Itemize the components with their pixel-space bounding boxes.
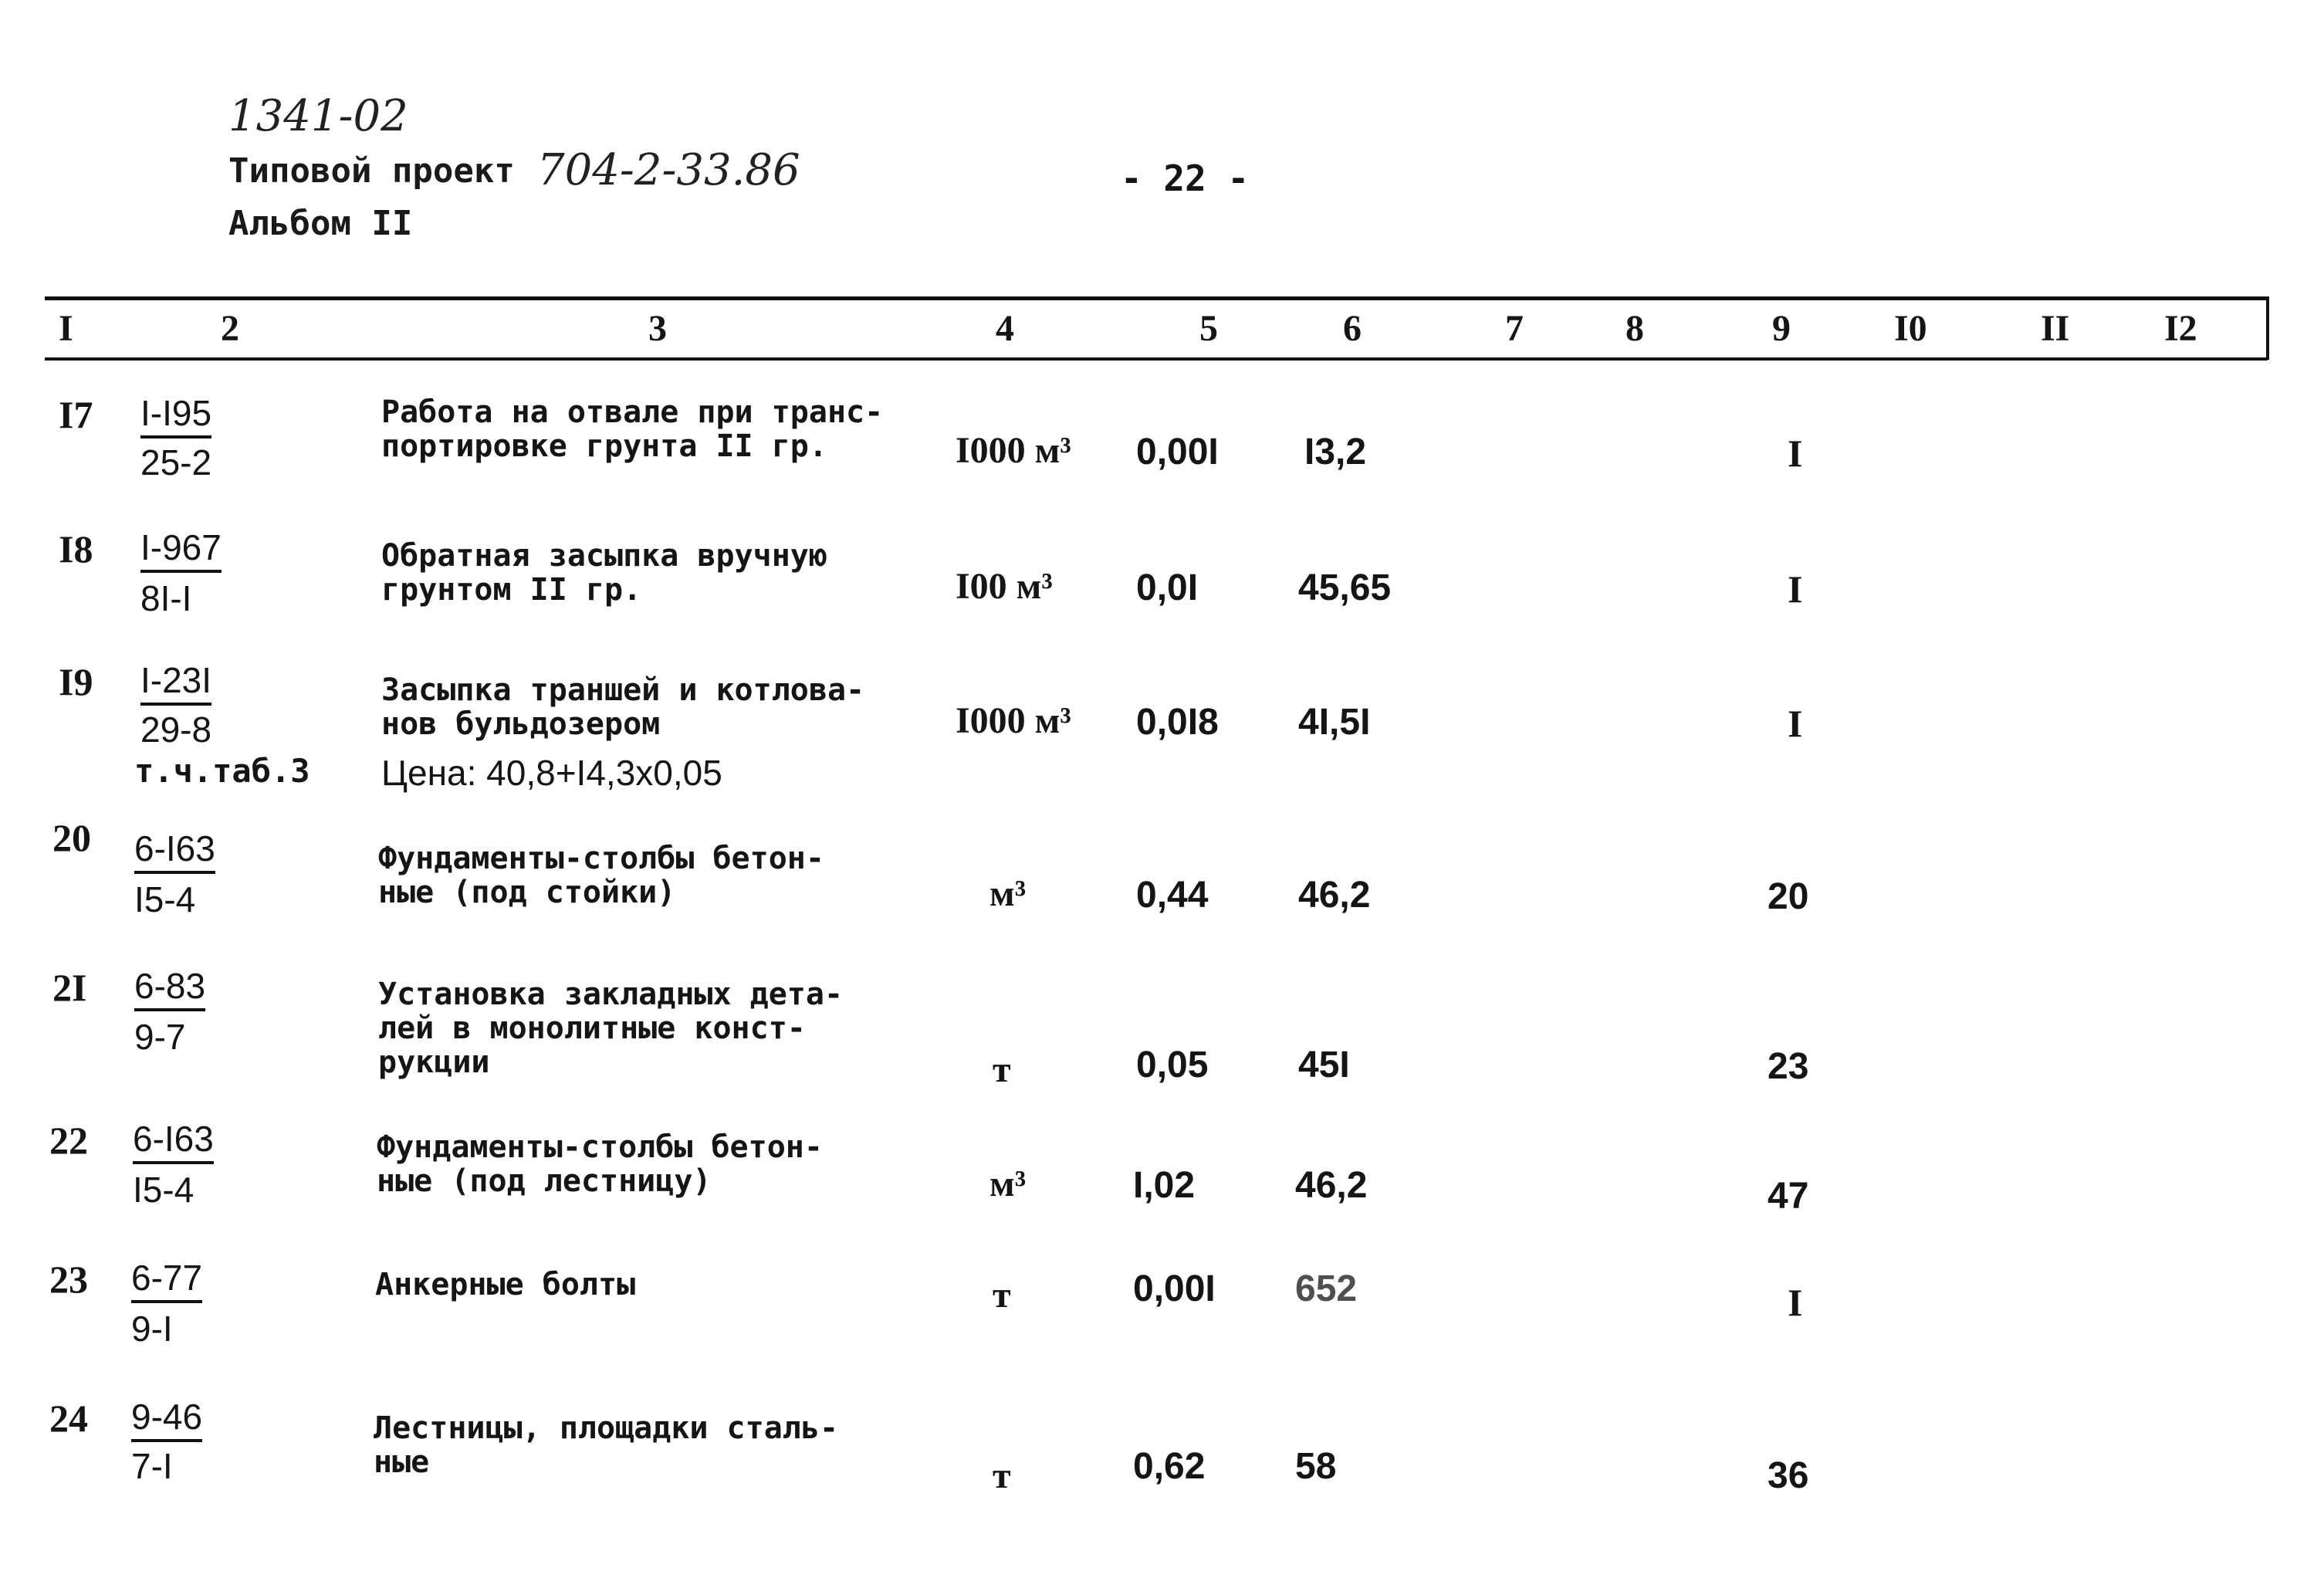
quantity: 0,0I xyxy=(1136,567,1199,608)
column-9-value: 36 xyxy=(1768,1455,1809,1496)
description-line: лей в монолитные конст- xyxy=(378,1011,806,1046)
description-line: ные (под лестницу) xyxy=(377,1163,712,1199)
rate-code-bottom: 25-2 xyxy=(140,442,212,483)
project-number: 704-2-33.86 xyxy=(537,145,800,195)
rate-code-top: I-I95 xyxy=(140,395,211,439)
work-description xyxy=(381,395,883,463)
unit-price: 46,2 xyxy=(1295,1165,1368,1206)
column-9-value: 23 xyxy=(1768,1046,1809,1087)
work-description xyxy=(374,1411,838,1479)
column-number-7: 7 xyxy=(1505,308,1524,349)
description-line: Лестницы, площадки сталь- xyxy=(374,1410,839,1446)
rate-code-top: 6-77 xyxy=(131,1260,202,1303)
description-line: Обратная засыпка вручную xyxy=(381,538,827,574)
description-line: нов бульдозером xyxy=(381,706,661,742)
rate-code-top: 9-46 xyxy=(131,1399,202,1442)
table-header-right-rule xyxy=(2266,296,2269,360)
work-description xyxy=(381,673,864,741)
rate-code-bottom: 7-I xyxy=(131,1446,173,1486)
rate-code-top: I-23I xyxy=(140,662,211,706)
rate-code-note: т.ч.таб.3 xyxy=(134,752,310,790)
work-description xyxy=(378,977,843,1079)
unit-price: 58 xyxy=(1295,1446,1337,1487)
unit: т xyxy=(993,1049,1011,1090)
unit: м³ xyxy=(989,1163,1027,1204)
price-formula: Цена: 40,8+I4,3x0,05 xyxy=(381,753,722,793)
description-line: ные (под стойки) xyxy=(378,875,676,910)
unit-price: I3,2 xyxy=(1304,432,1367,472)
column-number-8: 8 xyxy=(1625,308,1644,349)
column-number-9: 9 xyxy=(1772,308,1791,349)
column-number-1: I xyxy=(59,308,73,349)
description-line: грунтом II гр. xyxy=(381,572,642,608)
page-number: - 22 - xyxy=(1121,157,1250,199)
table-header-bottom-rule xyxy=(45,357,2268,361)
description-line: ные xyxy=(374,1444,430,1480)
rate-code-bottom: I5-4 xyxy=(134,879,196,919)
unit: I000 м³ xyxy=(956,430,1071,471)
unit-price: 45I xyxy=(1298,1045,1350,1085)
column-9-value: I xyxy=(1788,1281,1803,1324)
description-line: Засыпка траншей и котлова- xyxy=(381,672,865,708)
unit-price: 4I,5I xyxy=(1298,702,1371,743)
row-number: I9 xyxy=(59,660,93,703)
column-number-3: 3 xyxy=(648,308,667,349)
work-description xyxy=(375,1268,635,1302)
column-number-6: 6 xyxy=(1343,308,1362,349)
work-description xyxy=(378,841,824,909)
column-9-value: I xyxy=(1788,567,1803,611)
work-description xyxy=(377,1130,823,1198)
row-number: 24 xyxy=(49,1397,88,1440)
row-number: I8 xyxy=(59,527,93,571)
unit-price: 46,2 xyxy=(1298,875,1371,916)
description-line: Установка закладных дета- xyxy=(378,977,844,1012)
quantity: I,02 xyxy=(1133,1165,1196,1206)
rate-code-top: 6-I63 xyxy=(134,831,215,874)
description-line: Работа на отвале при транс- xyxy=(381,394,884,430)
unit: I000 м³ xyxy=(956,700,1071,741)
rate-code-bottom: I5-4 xyxy=(133,1170,195,1210)
row-number: 20 xyxy=(52,816,91,859)
table-header-top-rule xyxy=(45,296,2268,300)
row-number: 22 xyxy=(49,1119,88,1162)
rate-code-top: 6-83 xyxy=(134,968,205,1011)
description-line: Фундаменты-столбы бетон- xyxy=(377,1129,823,1165)
column-number-5: 5 xyxy=(1199,308,1218,349)
unit: т xyxy=(993,1275,1011,1316)
quantity: 0,44 xyxy=(1136,875,1209,916)
quantity: 0,05 xyxy=(1136,1045,1209,1085)
column-9-value: I xyxy=(1788,702,1803,745)
column-number-12: I2 xyxy=(2164,308,2197,349)
quantity: 0,62 xyxy=(1133,1446,1206,1487)
unit: I00 м³ xyxy=(956,566,1053,607)
column-9-value: 20 xyxy=(1768,876,1809,917)
description-line: портировке грунта II гр. xyxy=(381,428,827,464)
rate-code-bottom: 29-8 xyxy=(140,709,212,750)
work-description xyxy=(381,539,827,607)
row-number: 2I xyxy=(52,966,87,1009)
column-number-2: 2 xyxy=(221,308,239,349)
description-line: Фундаменты-столбы бетон- xyxy=(378,841,824,876)
unit: т xyxy=(993,1455,1011,1496)
column-9-value: I xyxy=(1788,432,1803,475)
column-number-10: I0 xyxy=(1894,308,1927,349)
unit-price: 652 xyxy=(1295,1268,1358,1309)
column-number-11: II xyxy=(2041,308,2070,349)
project-label: Типовой проект xyxy=(228,151,515,191)
column-number-4: 4 xyxy=(996,308,1014,349)
rate-code-bottom: 8I-I xyxy=(140,578,192,618)
row-number: 23 xyxy=(49,1258,88,1301)
description-line: рукции xyxy=(378,1045,490,1080)
unit-price: 45,65 xyxy=(1298,567,1392,608)
rate-code-bottom: 9-I xyxy=(131,1309,173,1349)
unit: м³ xyxy=(989,873,1027,914)
rate-code-bottom: 9-7 xyxy=(134,1017,186,1057)
quantity: 0,0I8 xyxy=(1136,702,1219,743)
row-number: I7 xyxy=(59,393,93,436)
handwritten-code: 1341-02 xyxy=(228,91,408,141)
quantity: 0,00I xyxy=(1136,432,1219,472)
rate-code-top: I-967 xyxy=(140,530,222,573)
album-label: Альбом II xyxy=(228,204,413,243)
description-line: Анкерные болты xyxy=(375,1267,636,1302)
rate-code-top: 6-I63 xyxy=(133,1121,214,1164)
quantity: 0,00I xyxy=(1133,1268,1216,1309)
column-9-value: 47 xyxy=(1768,1176,1809,1217)
